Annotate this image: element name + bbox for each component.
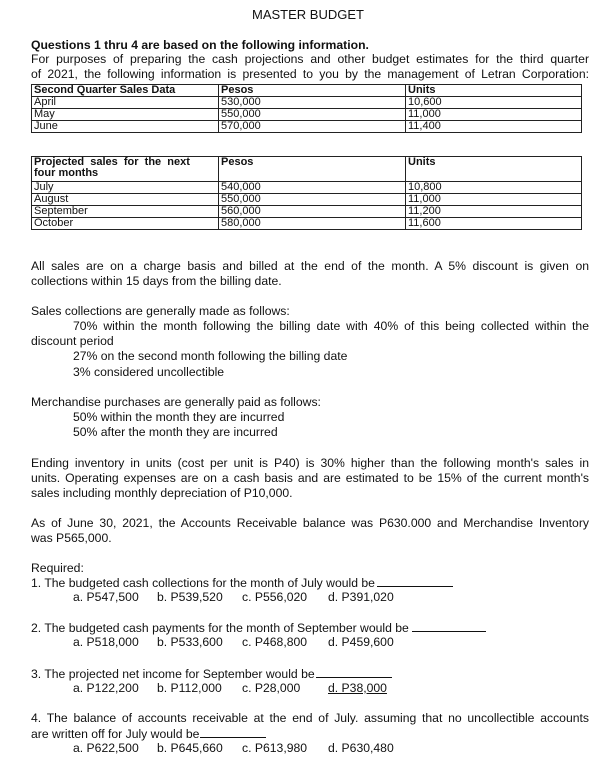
option-a: a. P122,200 <box>73 681 139 695</box>
table-cell: October <box>32 218 219 230</box>
table-cell: 540,000 <box>219 182 406 194</box>
answer-blank <box>316 666 392 678</box>
table-cell: 570,000 <box>219 121 406 133</box>
table-header-cell: Pesos <box>219 85 406 97</box>
option-a: a. P622,500 <box>73 741 139 755</box>
option-c: c. P28,000 <box>242 681 301 695</box>
intro-line-1: For purposes of preparing the cash projections and other budget estimates for the third quarter <box>31 52 589 66</box>
table-cell: 10,600 <box>406 97 582 109</box>
purchases-item-1: 50% within the month they are incurred <box>73 410 285 424</box>
intro-line-2: of 2021, the following information is presented to you by the management of Letran Corporation: <box>31 67 589 81</box>
option-b: b. P112,000 <box>157 681 222 695</box>
header-line: four months <box>34 167 99 179</box>
table-cell: July <box>32 182 219 194</box>
question-1-options <box>73 590 394 604</box>
answer-blank <box>412 620 486 632</box>
inventory-line-3: sales including monthly depreciation of P10,000. <box>31 486 293 500</box>
projected-sales-table <box>31 156 582 230</box>
table-header-cell: Second Quarter Sales Data <box>32 85 219 97</box>
option-d: d. P38,000 <box>328 681 387 695</box>
question-4-line-1: 4. The balance of accounts receivable at the end of July. assuming that no uncollectible accounts <box>31 711 589 725</box>
question-2 <box>31 620 486 635</box>
table-cell: 550,000 <box>219 194 406 206</box>
option-a: a. P547,500 <box>73 590 139 604</box>
table-header-cell: Units <box>406 85 582 97</box>
sales-basis-line-2: collections within 15 days from the billing date. <box>31 274 282 288</box>
purchases-item-2: 50% after the month they are incurred <box>73 425 278 439</box>
table-row <box>32 218 582 230</box>
option-c: c. P613,980 <box>242 741 308 755</box>
table-cell: September <box>32 206 219 218</box>
table-row <box>32 97 582 109</box>
collections-item-1-line-1: 70% within the month following the billing date with 40% of this being collected within the <box>73 319 589 333</box>
question-text: 2. The budgeted cash payments for the month of September would be <box>31 621 409 635</box>
table-cell: 11,600 <box>406 218 582 230</box>
sales-basis-line-1: All sales are on a charge basis and billed at the end of the month. A 5% discount is given on <box>31 259 589 273</box>
inventory-line-1: Ending inventory in units (cost per unit is P40) is 30% higher than the following month's sales in <box>31 456 589 470</box>
table-cell: 550,000 <box>219 109 406 121</box>
question-4-options <box>73 741 394 755</box>
option-d: d. P459,600 <box>328 635 394 649</box>
table-header-cell <box>32 157 219 182</box>
table-cell: May <box>32 109 219 121</box>
option-b: b. P533,600 <box>157 635 223 649</box>
collections-item-1-line-2: discount period <box>31 334 114 348</box>
table-cell: 10,800 <box>406 182 582 194</box>
option-c: c. P468,800 <box>242 635 308 649</box>
balances-line-2: was P565,000. <box>31 531 112 545</box>
question-1 <box>31 575 453 590</box>
table-header-row <box>32 157 582 182</box>
question-text: 1. The budgeted cash collections for the month of July would be <box>31 576 375 590</box>
table-header-row <box>32 85 582 97</box>
table-cell: 560,000 <box>219 206 406 218</box>
collections-item-3: 3% considered uncollectible <box>73 365 225 379</box>
balances-line-1: As of June 30, 2021, the Accounts Receivable balance was P630.000 and Merchandise Inventory <box>31 516 589 530</box>
table-row <box>32 182 582 194</box>
answer-blank <box>200 726 266 738</box>
question-text: are written off for July would be <box>31 727 200 741</box>
table-cell: August <box>32 194 219 206</box>
question-3 <box>31 666 392 681</box>
option-b: b. P645,660 <box>157 741 223 755</box>
second-quarter-sales-table <box>31 84 582 133</box>
option-c: c. P556,020 <box>242 590 308 604</box>
table-cell: 580,000 <box>219 218 406 230</box>
question-text: 3. The projected net income for September would be <box>31 667 315 681</box>
table-row <box>32 109 582 121</box>
intro-heading: Questions 1 thru 4 are based on the following information. <box>31 38 369 52</box>
header-line: Projected sales for the next <box>34 156 190 168</box>
question-3-options <box>73 681 387 695</box>
table-row <box>32 194 582 206</box>
answer-blank <box>377 575 453 587</box>
option-a: a. P518,000 <box>73 635 139 649</box>
table-cell: June <box>32 121 219 133</box>
required-label: Required: <box>31 561 84 575</box>
collections-heading: Sales collections are generally made as follows: <box>31 304 290 318</box>
question-4-line-2 <box>31 726 266 741</box>
table-row <box>32 121 582 133</box>
table-row <box>32 206 582 218</box>
table-header-cell: Units <box>406 157 582 182</box>
table-cell: 530,000 <box>219 97 406 109</box>
option-d: d. P630,480 <box>328 741 394 755</box>
question-2-options <box>73 635 394 649</box>
table-cell: April <box>32 97 219 109</box>
option-d: d. P391,020 <box>328 590 394 604</box>
table-cell: 11,400 <box>406 121 582 133</box>
option-b: b. P539,520 <box>157 590 223 604</box>
table-header-cell: Pesos <box>219 157 406 182</box>
table-cell: 11,200 <box>406 206 582 218</box>
page-title: MASTER BUDGET <box>252 7 364 22</box>
purchases-heading: Merchandise purchases are generally paid as follows: <box>31 395 321 409</box>
table-cell: 11,000 <box>406 194 582 206</box>
table-cell: 11,000 <box>406 109 582 121</box>
inventory-line-2: units. Operating expenses are on a cash basis and are estimated to be 15% of the current month's <box>31 471 589 485</box>
collections-item-2: 27% on the second month following the billing date <box>73 349 348 363</box>
